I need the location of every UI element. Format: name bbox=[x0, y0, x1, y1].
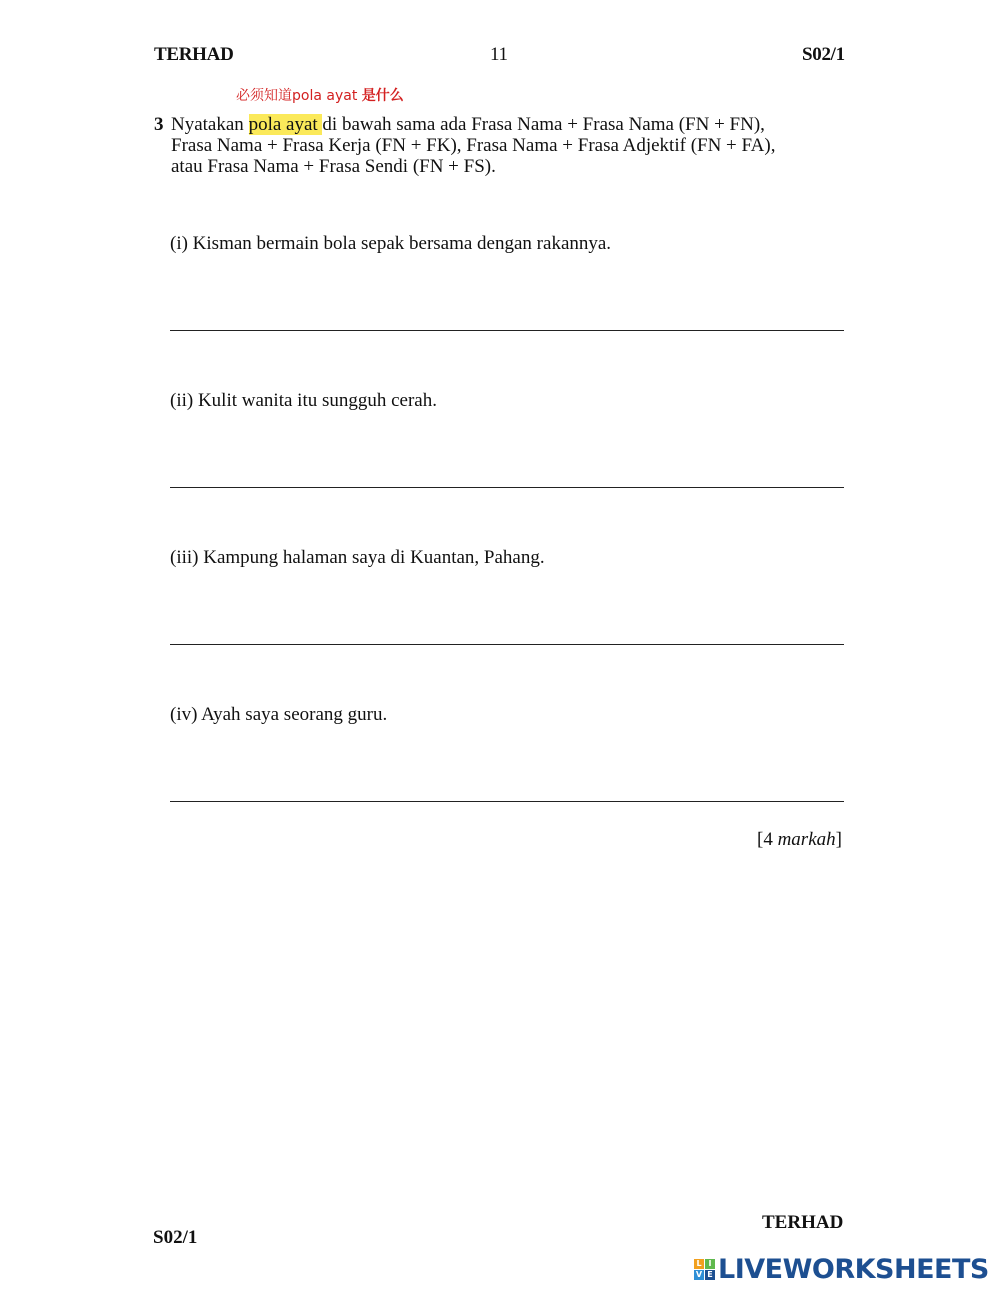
marks-label bbox=[757, 829, 842, 851]
question-text-rest: di bawah sama ada Frasa Nama + Frasa Nama (FN + FN), bbox=[322, 114, 765, 135]
liveworksheets-logo bbox=[694, 1254, 989, 1284]
header-right-code: S02/1 bbox=[802, 44, 845, 65]
item-ii-label: (ii) Kulit wanita itu sungguh cerah. bbox=[170, 390, 437, 411]
logo-mark-icon bbox=[694, 1259, 715, 1280]
handwritten-annotation bbox=[236, 85, 404, 105]
marks-open: [4 bbox=[757, 829, 778, 850]
question-line-1 bbox=[154, 114, 854, 135]
header-left: TERHAD bbox=[154, 44, 234, 65]
answer-input-iv[interactable] bbox=[170, 777, 844, 802]
logo-mark-cell: E bbox=[705, 1270, 715, 1280]
question-line-3: atau Frasa Nama + Frasa Sendi (FN + FS). bbox=[171, 156, 496, 177]
annotation-prefix: 必须知道pola ayat bbox=[236, 88, 362, 104]
item-iii-label: (iii) Kampung halaman saya di Kuantan, Pahang. bbox=[170, 547, 545, 568]
logo-wordmark: LIVEWORKSHEETS bbox=[718, 1253, 989, 1285]
question-number: 3 bbox=[154, 114, 164, 135]
footer-left-code: S02/1 bbox=[153, 1227, 198, 1248]
answer-input-i[interactable] bbox=[170, 306, 844, 331]
item-i-label: (i) Kisman bermain bola sepak bersama dengan rakannya. bbox=[170, 233, 612, 254]
logo-mark-cell: I bbox=[705, 1259, 715, 1269]
answer-input-iii[interactable] bbox=[170, 620, 844, 645]
annotation-bold: 是什么 bbox=[361, 88, 404, 104]
highlighted-term: pola ayat bbox=[248, 114, 323, 135]
question-text-start: Nyatakan bbox=[171, 114, 249, 135]
item-iv-label: (iv) Ayah saya seorang guru. bbox=[170, 704, 388, 725]
marks-word: markah bbox=[777, 829, 836, 850]
logo-mark-cell: V bbox=[695, 1270, 703, 1279]
marks-close: ] bbox=[835, 829, 842, 850]
question-3 bbox=[154, 114, 854, 177]
question-line-2: Frasa Nama + Frasa Kerja (FN + FK), Frasa Nama + Frasa Adjektif (FN + FA), bbox=[171, 135, 776, 156]
answer-input-ii[interactable] bbox=[170, 463, 844, 488]
logo-mark-cell: L bbox=[694, 1259, 704, 1269]
footer-right: TERHAD bbox=[762, 1212, 844, 1233]
page-number: 11 bbox=[490, 44, 508, 65]
